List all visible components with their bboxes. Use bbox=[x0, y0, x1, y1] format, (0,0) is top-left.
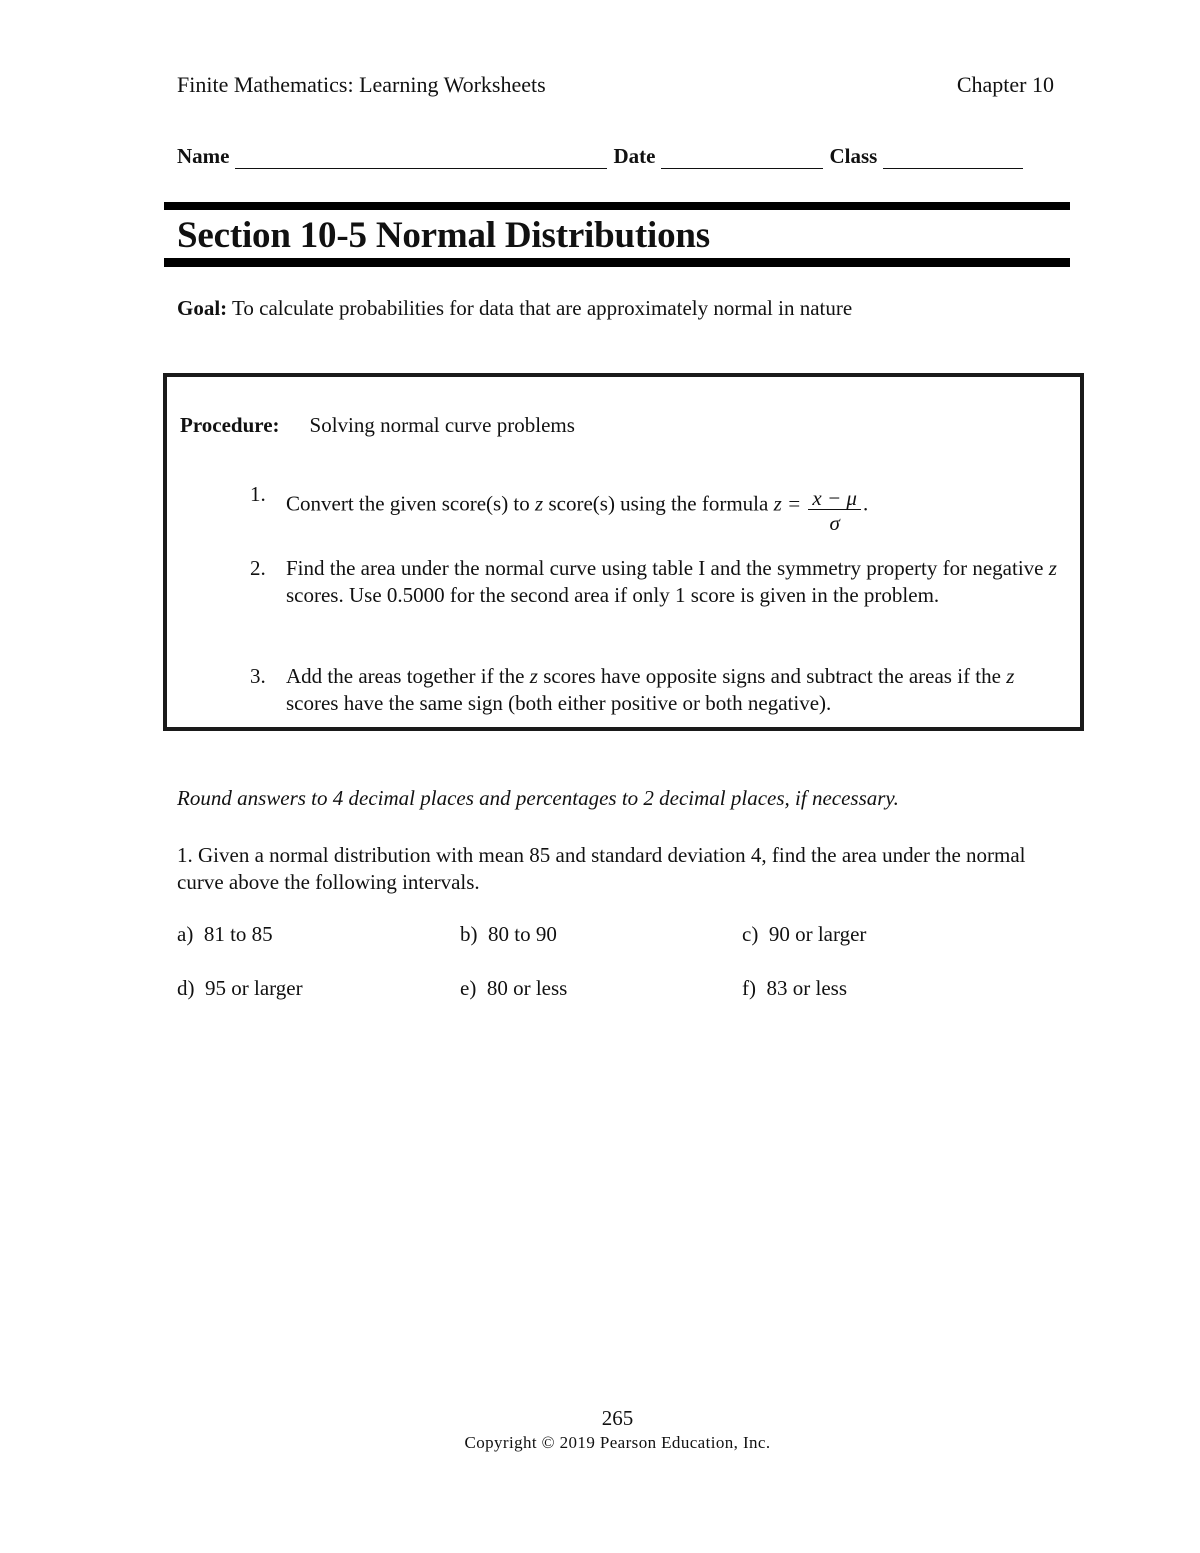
z-score-formula bbox=[808, 487, 861, 536]
procedure-description: Solving normal curve problems bbox=[309, 413, 575, 437]
question-1-text: 1. Given a normal distribution with mean 85 and standard deviation 4, find the area under the normal curve above the following intervals. bbox=[177, 843, 1026, 894]
name-field[interactable] bbox=[235, 148, 607, 169]
formula-lhs: z = bbox=[773, 491, 802, 516]
option-b: b) 80 to 90 bbox=[460, 922, 557, 946]
step-text: Add the areas together if the z scores have opposite signs and subtract the areas if the z scores have the same sign (both either positive or both negative). bbox=[286, 664, 1015, 715]
procedure-heading bbox=[180, 413, 575, 438]
student-info-row bbox=[177, 144, 1057, 169]
formula-numerator: x − μ bbox=[808, 487, 861, 510]
option-d: d) 95 or larger bbox=[177, 976, 303, 1000]
rounding-instruction: Round answers to 4 decimal places and percentages to 2 decimal places, if necessary. bbox=[177, 786, 899, 810]
date-label: Date bbox=[613, 144, 656, 168]
formula-denominator: σ bbox=[829, 511, 840, 535]
page-number: 265 bbox=[601, 1406, 634, 1430]
option-f: f) 83 or less bbox=[742, 976, 847, 1000]
name-label: Name bbox=[177, 144, 230, 168]
class-field[interactable] bbox=[883, 148, 1023, 169]
header-title: Finite Mathematics: Learning Worksheets bbox=[177, 72, 546, 97]
step-text: Convert the given score(s) to z score(s) using the formula z = $\frac{x - \mu}{\sigma}$ . bbox=[286, 486, 869, 535]
step-number: 1. bbox=[250, 482, 266, 506]
goal-label: Goal: bbox=[177, 296, 228, 320]
date-field[interactable] bbox=[661, 148, 823, 169]
title-rule-top bbox=[164, 202, 1070, 210]
section-title: Section 10-5 Normal Distributions bbox=[177, 215, 710, 256]
step-text: Find the area under the normal curve using table I and the symmetry property for negative z scores. Use 0.5000 for the second area if only 1 score is given in the problem. bbox=[286, 556, 1057, 607]
copyright-notice: Copyright © 2019 Pearson Education, Inc. bbox=[464, 1433, 771, 1452]
goal-text: To calculate probabilities for data that are approximately normal in nature bbox=[232, 296, 853, 320]
option-c: c) 90 or larger bbox=[742, 922, 867, 946]
title-rule-bottom bbox=[164, 258, 1070, 267]
option-a: a) 81 to 85 bbox=[177, 922, 273, 946]
step-number: 3. bbox=[250, 664, 266, 688]
goal-line bbox=[177, 296, 852, 321]
step-number: 2. bbox=[250, 556, 266, 580]
option-e: e) 80 or less bbox=[460, 976, 568, 1000]
chapter-label: Chapter 10 bbox=[956, 72, 1054, 97]
class-label: Class bbox=[829, 144, 878, 168]
procedure-label: Procedure: bbox=[180, 413, 280, 437]
